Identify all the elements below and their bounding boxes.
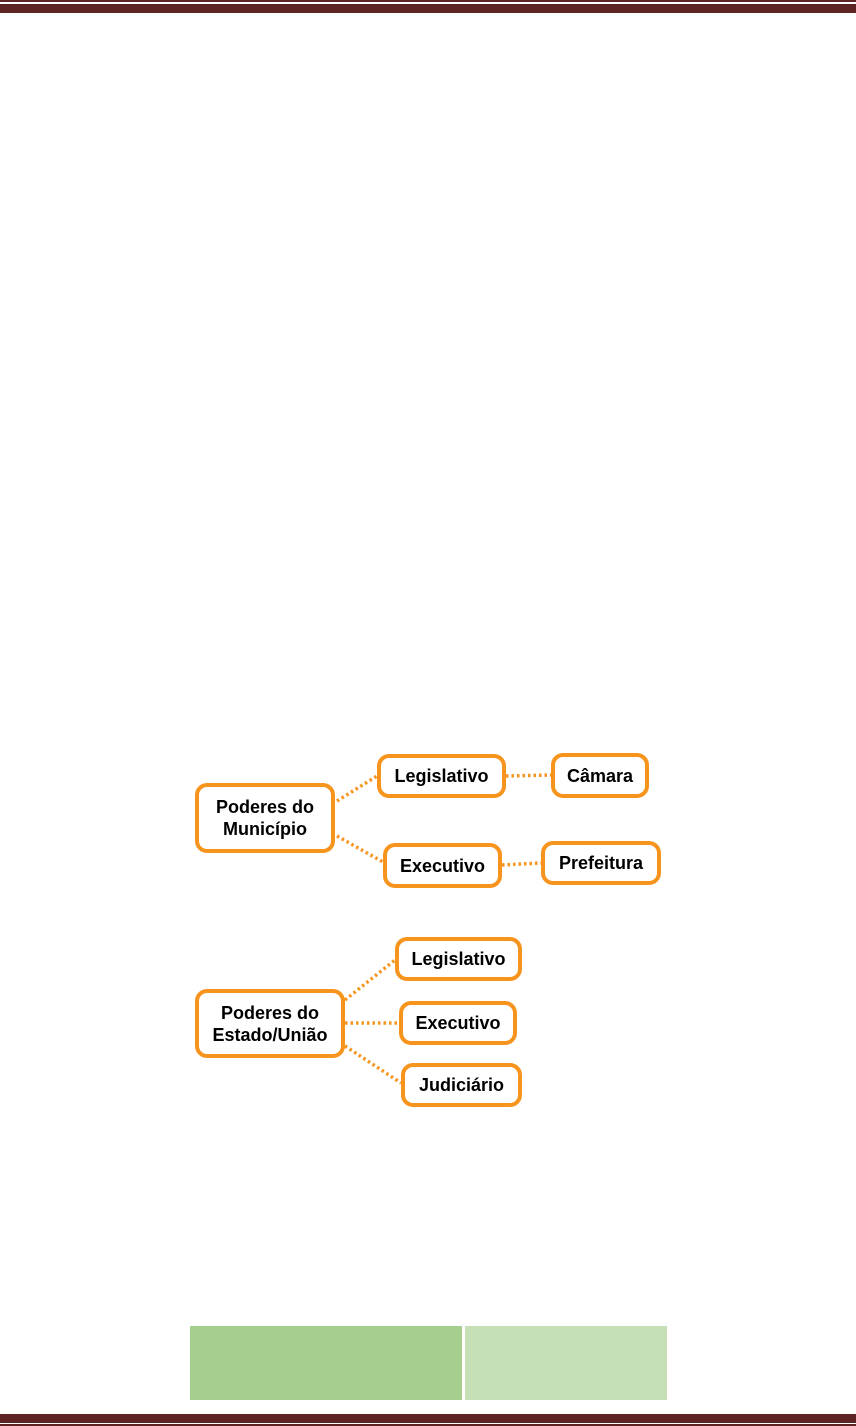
page-border-bottom-thick	[0, 1414, 856, 1423]
node-label-line: Poderes do	[215, 797, 315, 817]
page-border-top-thin	[0, 0, 856, 2]
node-estado-executivo: Executivo	[399, 1001, 517, 1045]
node-estado-legislativo: Legislativo	[395, 937, 522, 981]
connector-legislativo-camara	[506, 775, 551, 776]
node-label-line: Município	[223, 819, 307, 839]
page-border-top-thick	[0, 4, 856, 13]
node-poderes-municipio	[195, 783, 335, 853]
footer-table-cell-left	[190, 1326, 462, 1400]
node-camara: Câmara	[551, 753, 649, 798]
connector-executivo-prefeitura	[502, 863, 541, 865]
node-municipio-executivo: Executivo	[383, 843, 502, 888]
node-municipio-legislativo: Legislativo	[377, 754, 506, 798]
node-label-line: Poderes do	[220, 1002, 320, 1023]
connector-municipio-executivo	[337, 836, 383, 862]
node-label-line: Estado/União	[212, 1024, 328, 1045]
node-judiciario: Judiciário	[401, 1063, 522, 1107]
connector-estado-judiciario	[345, 1046, 401, 1083]
footer-table-cell-right	[465, 1326, 667, 1400]
node-prefeitura: Prefeitura	[541, 841, 661, 885]
connector-estado-legislativo	[345, 960, 395, 1000]
connector-municipio-legislativo	[337, 776, 377, 801]
node-poderes-estado-uniao	[195, 989, 345, 1058]
